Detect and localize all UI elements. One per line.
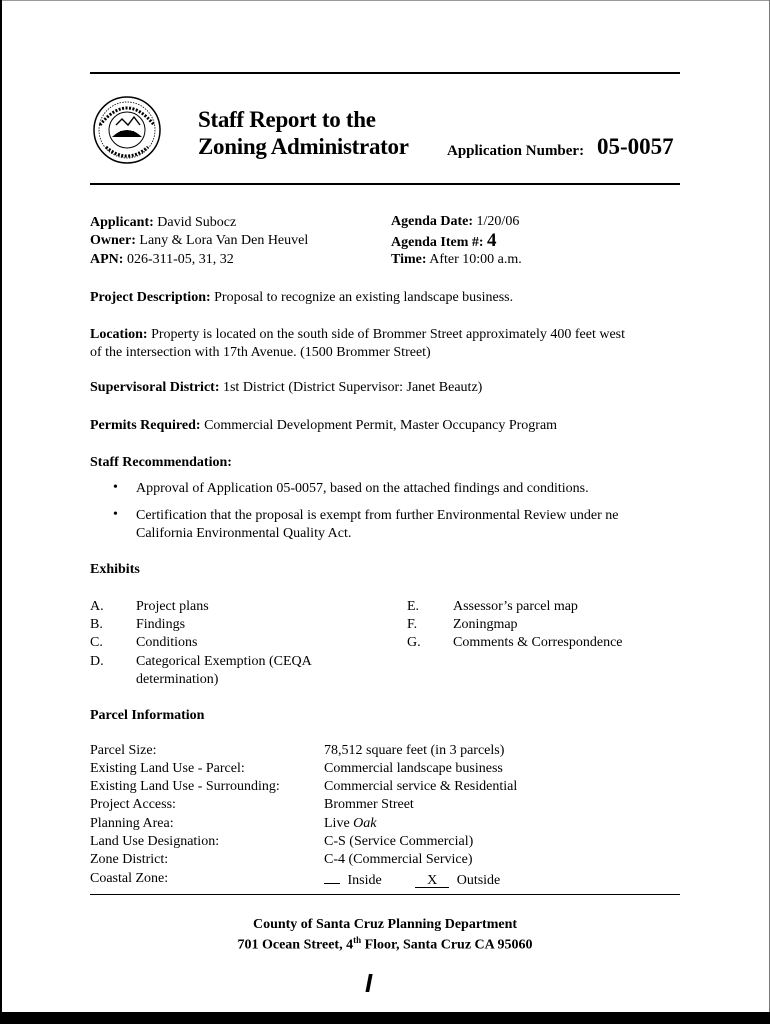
project-description xyxy=(90,290,513,306)
agenda-date-value: 1/20/06 xyxy=(476,214,520,229)
exhibits-heading xyxy=(90,562,140,578)
exhibit-letter: A. xyxy=(90,599,104,614)
footer-address-b: Floor, Santa Cruz CA 95060 xyxy=(361,937,533,953)
exhibit-text: Zoningmap xyxy=(453,617,518,632)
project-description-label: Project Description: xyxy=(90,290,211,305)
project-description-text: Proposal to recognize an existing landscape business. xyxy=(214,290,514,305)
page-title-line1: Staff Report to the xyxy=(198,107,376,132)
parcel-row-label: Planning Area: xyxy=(90,816,174,831)
agenda-item-value: 4 xyxy=(487,230,497,251)
time-value: After 10:00 a.m. xyxy=(429,252,522,267)
exhibit-text-continued: determination) xyxy=(136,672,219,687)
parcel-row-value: C-S (Service Commercial) xyxy=(324,834,474,849)
inside-label: Inside xyxy=(347,873,382,888)
exhibit-letter: D. xyxy=(90,654,104,669)
exhibit-text: Categorical Exemption (CEQA xyxy=(136,654,312,669)
footer-address xyxy=(0,935,770,954)
exhibit-text: Project plans xyxy=(136,599,209,614)
recommendation-item-2-line2: California Environmental Quality Act. xyxy=(136,526,352,541)
parcel-row-value: Brommer Street xyxy=(324,797,414,812)
page-frame-left xyxy=(0,0,2,1024)
footer-department: County of Santa Cruz Planning Department xyxy=(252,917,518,932)
location-text-line2: of the intersection with 17th Avenue. (1500 Brommer Street) xyxy=(90,345,431,360)
exhibit-text: Comments & Correspondence xyxy=(453,635,623,650)
application-number: 05-0057 xyxy=(597,134,674,159)
staff-recommendation-label: Staff Recommendation: xyxy=(90,455,232,470)
exhibit-letter: B. xyxy=(90,617,103,632)
exhibit-letter: C. xyxy=(90,635,103,650)
page-title-line2: Zoning Administrator xyxy=(198,134,409,159)
exhibit-text: Conditions xyxy=(136,635,198,650)
exhibit-letter: G. xyxy=(407,635,421,650)
header-bottom-rule xyxy=(90,183,680,185)
outside-mark: X xyxy=(415,874,449,888)
planning-area-value: Live xyxy=(324,816,354,831)
time-label: Time: xyxy=(391,252,427,267)
parcel-row-label: Coastal Zone: xyxy=(90,871,169,886)
applicant-line xyxy=(90,215,236,231)
exhibits-label: Exhibits xyxy=(90,562,140,577)
owner-value: Lany & Lora Van Den Heuvel xyxy=(139,233,309,248)
parcel-row-value: Commercial service & Residential xyxy=(324,779,518,794)
agenda-date-line xyxy=(391,214,519,230)
parcel-row-value: 78,512 square feet (in 3 parcels) xyxy=(324,743,505,758)
agenda-date-label: Agenda Date: xyxy=(391,214,474,229)
owner-line xyxy=(90,233,308,249)
agenda-item-line xyxy=(391,230,497,252)
exhibit-letter: E. xyxy=(407,599,420,614)
footer-address-sup: th xyxy=(353,935,362,945)
staff-recommendation-heading xyxy=(90,455,232,471)
footer-rule xyxy=(90,894,680,895)
application-number-label: Application Number: xyxy=(447,143,585,159)
parcel-row-label: Zone District: xyxy=(90,852,169,867)
location-line1 xyxy=(90,327,625,343)
permits-required xyxy=(90,418,557,434)
page-mark: I xyxy=(365,968,373,998)
supervisoral-district-label: Supervisoral District: xyxy=(90,380,220,395)
permits-required-text: Commercial Development Permit, Master Occupancy Program xyxy=(204,418,558,433)
coastal-zone-value xyxy=(324,871,500,889)
applicant-value: David Subocz xyxy=(157,215,237,230)
apn-label: APN: xyxy=(90,252,124,267)
parcel-row-label: Land Use Designation: xyxy=(90,834,220,849)
location-label: Location: xyxy=(90,327,148,342)
inside-blank xyxy=(324,871,340,884)
parcel-row-value: C-4 (Commercial Service) xyxy=(324,852,473,867)
recommendation-item-1: Approval of Application 05-0057, based on the attached findings and conditions. xyxy=(136,481,589,496)
owner-label: Owner: xyxy=(90,233,136,248)
parcel-row-label: Existing Land Use - Surrounding: xyxy=(90,779,280,794)
county-seal-icon xyxy=(92,95,162,165)
parcel-row-label: Existing Land Use - Parcel: xyxy=(90,761,245,776)
parcel-information-heading xyxy=(90,708,204,724)
parcel-row-label: Project Access: xyxy=(90,797,176,812)
permits-required-label: Permits Required: xyxy=(90,418,201,433)
exhibit-text: Findings xyxy=(136,617,186,632)
applicant-label: Applicant: xyxy=(90,215,154,230)
exhibit-letter: F. xyxy=(407,617,418,632)
outside-label: Outside xyxy=(456,873,501,888)
page-frame-bottom xyxy=(0,1012,770,1024)
exhibit-text: Assessor’s parcel map xyxy=(453,599,578,614)
parcel-row-label: Parcel Size: xyxy=(90,743,157,758)
apn-value: 026-311-05, 31, 32 xyxy=(126,252,234,267)
parcel-row-value: Commercial landscape business xyxy=(324,761,503,776)
page-frame-top xyxy=(0,0,770,1)
apn-line xyxy=(90,252,234,268)
time-line xyxy=(391,252,522,268)
bullet-icon: • xyxy=(113,480,118,495)
planning-area-value-italic: Oak xyxy=(353,816,377,831)
parcel-row-value xyxy=(324,816,376,832)
header-top-rule xyxy=(90,72,680,74)
supervisoral-district-text: 1st District (District Supervisor: Janet Beautz) xyxy=(222,380,483,395)
bullet-icon: • xyxy=(113,507,118,522)
parcel-information-label: Parcel Information xyxy=(90,708,205,723)
location-text-line1: Property is located on the south side of Brommer Street approximately 400 feet west xyxy=(151,327,626,342)
supervisoral-district xyxy=(90,380,482,396)
recommendation-item-2-line1: Certification that the proposal is exempt from further Environmental Review under ne xyxy=(136,508,619,523)
agenda-item-label: Agenda Item #: xyxy=(391,235,484,250)
footer-address-a: 701 Ocean Street, 4 xyxy=(237,937,354,953)
